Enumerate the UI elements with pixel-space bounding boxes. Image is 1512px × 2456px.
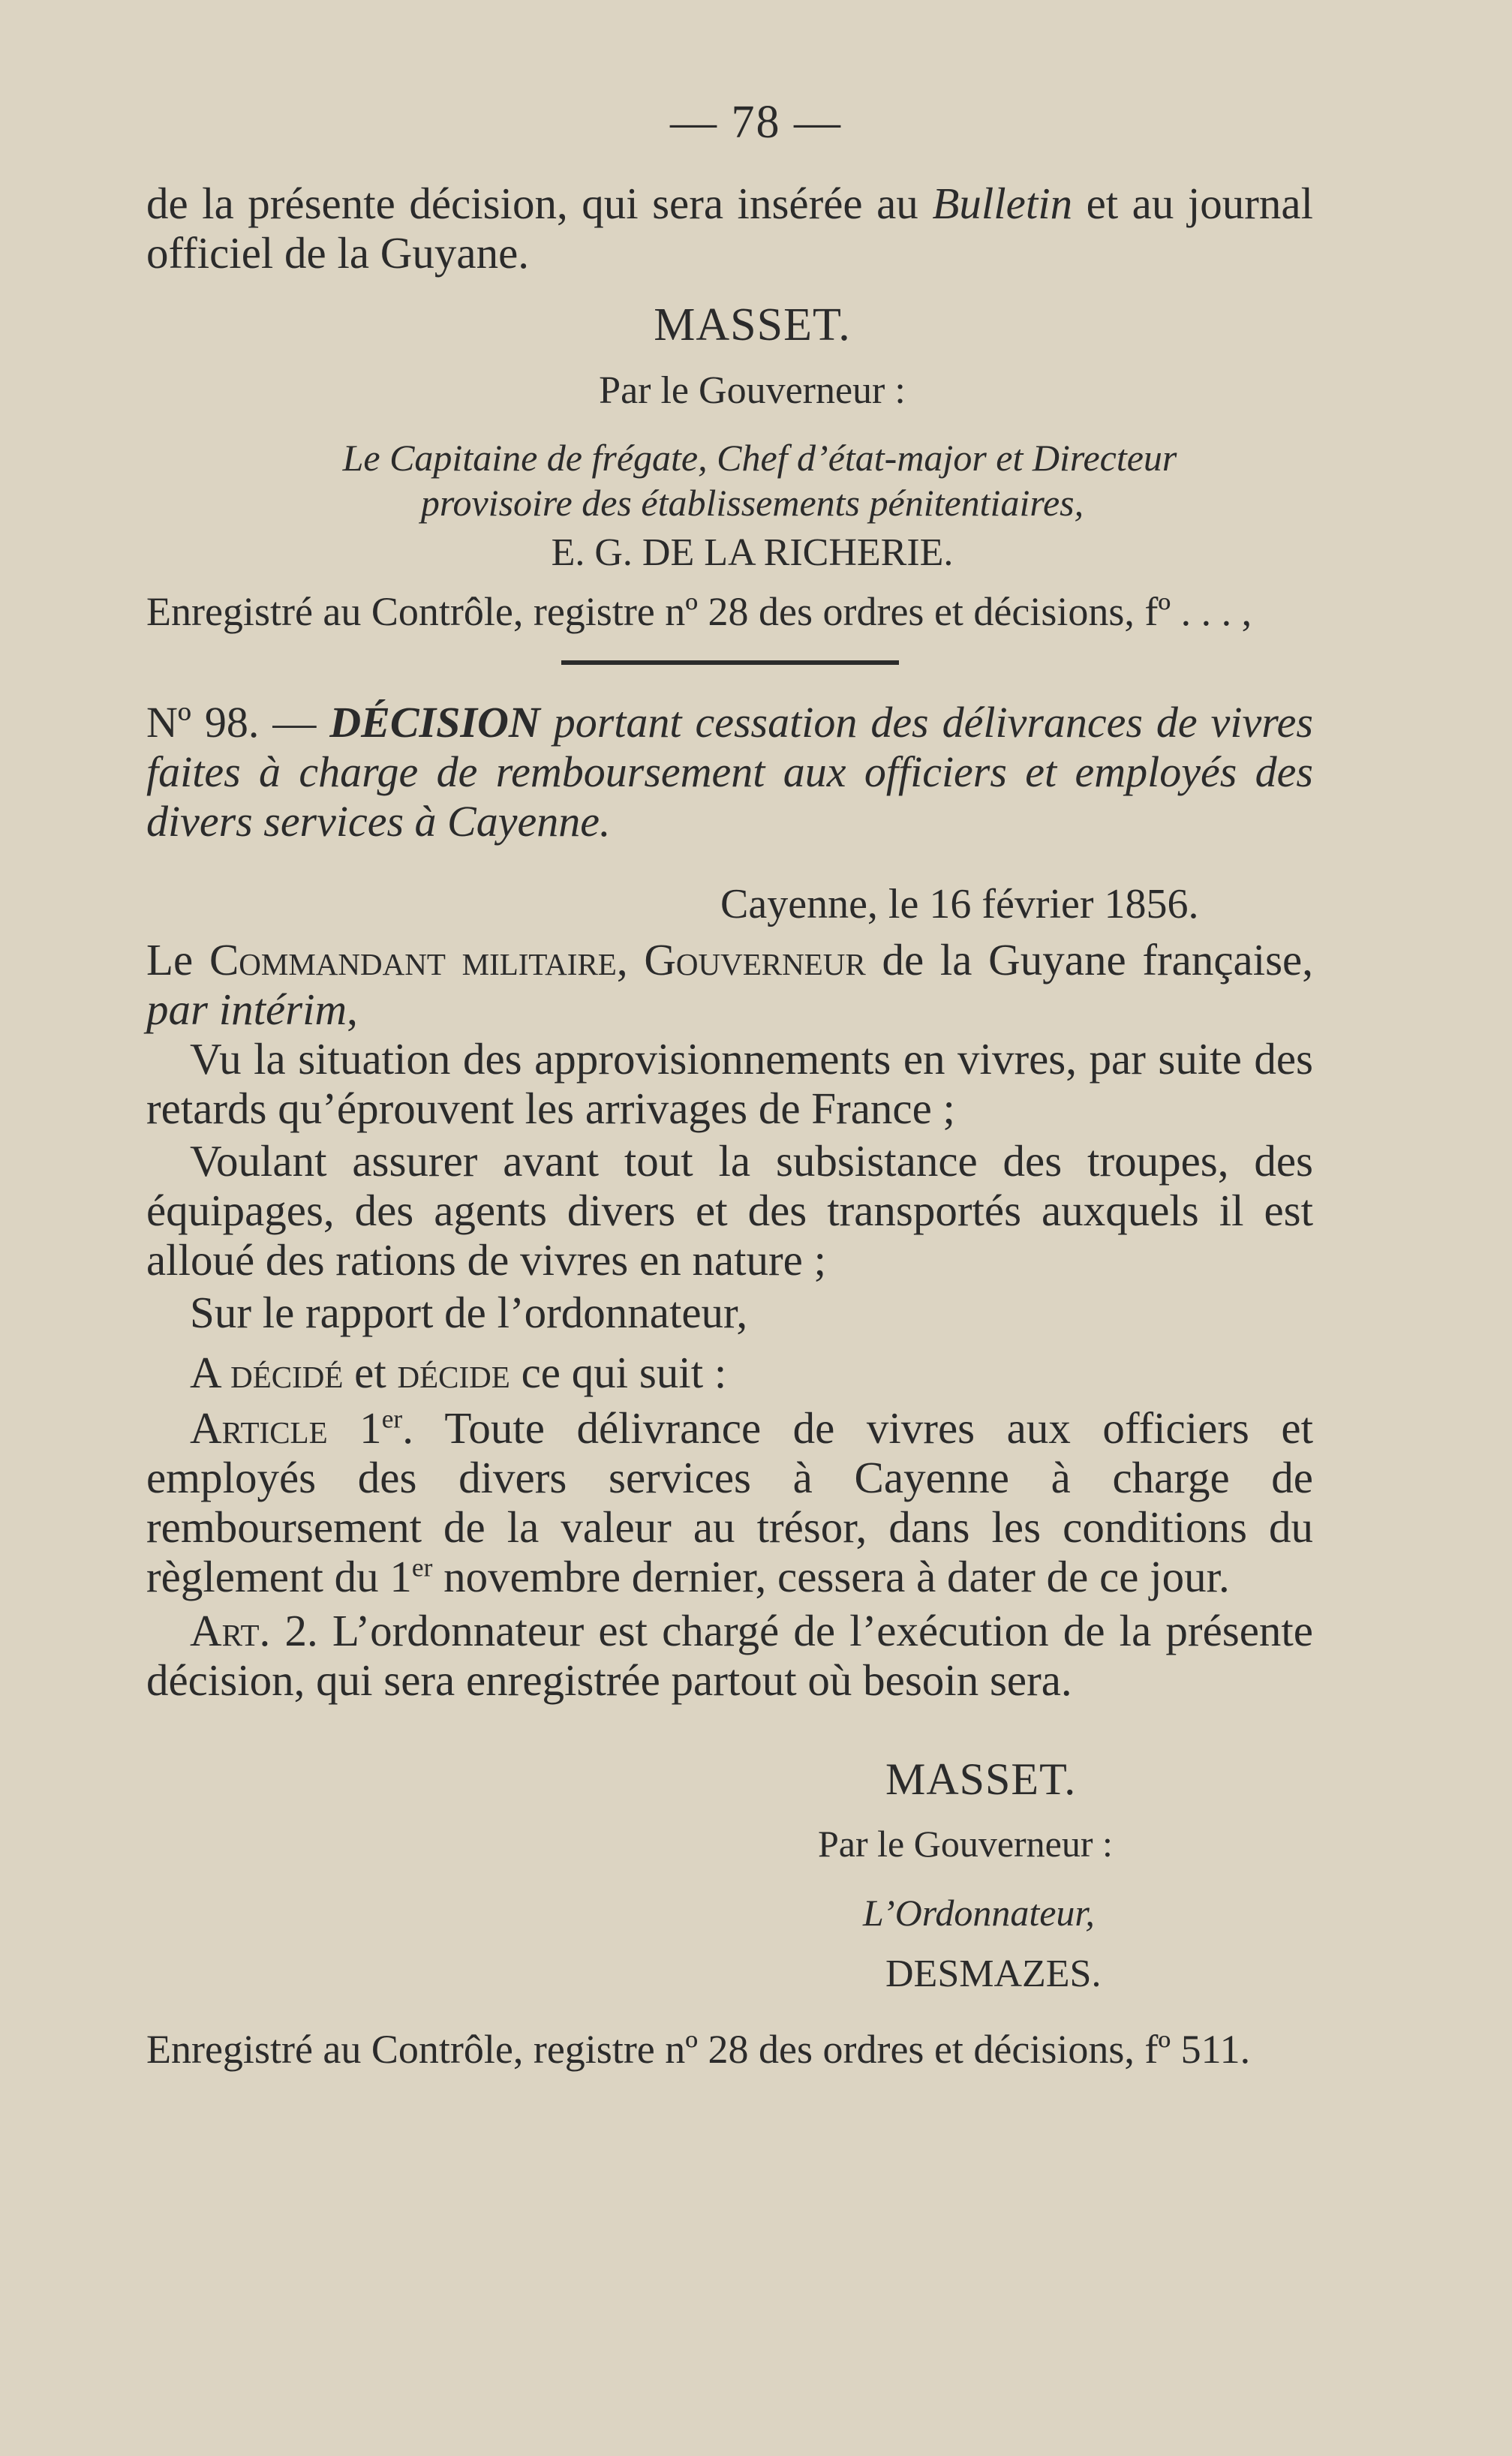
decision-heading bbox=[146, 698, 1313, 846]
registration-line-2: Enregistré au Contrôle, registre nº 28 des ordres et décisions, fº 511. bbox=[146, 2027, 1251, 2072]
signer-desmazes: DESMAZES. bbox=[885, 1952, 1102, 1995]
decide-line bbox=[146, 1348, 1313, 1397]
decision-number: Nº 98. — bbox=[146, 698, 330, 747]
preamble-militaire: militaire bbox=[445, 935, 617, 985]
decide-word-1: décidé bbox=[230, 1348, 344, 1397]
decide-a: A bbox=[190, 1348, 231, 1397]
article-1-sup: er bbox=[381, 1403, 403, 1434]
decision-title-word: DÉCISION bbox=[329, 698, 540, 747]
preamble-comma: , bbox=[616, 935, 645, 985]
signature-masset-1: MASSET. bbox=[654, 299, 851, 350]
intro-text-before: de la présente décision, qui sera insérée au bbox=[146, 179, 933, 228]
article-2 bbox=[146, 1606, 1313, 1705]
page-body bbox=[146, 179, 1313, 2074]
preamble bbox=[146, 935, 1313, 1034]
article-1-num: 1 bbox=[327, 1403, 382, 1453]
role-ordonnateur: L’Ordonnateur, bbox=[863, 1892, 1095, 1934]
preamble-interim: par intérim bbox=[146, 985, 347, 1034]
preamble-le: Le bbox=[146, 935, 209, 985]
considerant-vu: Vu la situation des approvisionnements en vivres, par suite des retards qu’éprouvent les arrivages de France ; bbox=[146, 1034, 1313, 1133]
intro-text-after: et au journal officiel de la Guyane. bbox=[146, 179, 1313, 278]
article-2-label: Art. bbox=[190, 1606, 271, 1655]
decision-title-rest: portant cessation des délivrances de vivres faites à charge de remboursement aux officiers et employés des divers services à Cayenne. bbox=[146, 698, 1313, 846]
decide-et: et bbox=[343, 1348, 398, 1397]
article-1-text-a: . Toute délivrance de vivres aux officiers et employés des divers services à Cayenne à charge de remboursement de la valeur au trésor, dans les conditions du règlement du 1 bbox=[146, 1403, 1313, 1601]
intro-paragraph bbox=[146, 179, 1313, 278]
role-line-1: Le Capitaine de frégate, Chef d’état-major et Directeur bbox=[342, 437, 1177, 479]
role-line-2: provisoire des établissements pénitentiaires, bbox=[420, 482, 1084, 524]
preamble-end: , bbox=[347, 985, 358, 1034]
bulletin-title: Bulletin bbox=[932, 179, 1073, 228]
section-divider bbox=[561, 660, 899, 665]
signature-masset-2: MASSET. bbox=[885, 1754, 1077, 1804]
by-governor-2: Par le Gouverneur : bbox=[818, 1823, 1113, 1865]
article-1 bbox=[146, 1403, 1313, 1601]
registration-line-1: Enregistré au Contrôle, registre nº 28 des ordres et décisions, fº . . . , bbox=[146, 589, 1252, 634]
page-number: — 78 — bbox=[670, 97, 842, 148]
preamble-rest: de la Guyane française, bbox=[865, 935, 1313, 985]
article-2-text: 2. L’ordonnateur est chargé de l’exécution de la présente décision, qui sera enregistrée partout où besoin sera. bbox=[146, 1606, 1313, 1705]
article-1-sup2: er bbox=[411, 1552, 433, 1583]
considerant-voulant: Voulant assurer avant tout la subsistance des troupes, des équipages, des agents divers et des transportés auxquels il est alloué des rations de vivres en nature ; bbox=[146, 1136, 1313, 1285]
preamble-commandant: Commandant bbox=[209, 935, 446, 985]
decide-word-2: décide bbox=[397, 1348, 510, 1397]
signer-richerie: E. G. DE LA RICHERIE. bbox=[551, 531, 954, 574]
decide-rest: ce qui suit : bbox=[510, 1348, 727, 1397]
article-1-text-b: novembre dernier, cessera à dater de ce jour. bbox=[432, 1552, 1230, 1601]
by-governor-1: Par le Gouverneur : bbox=[599, 369, 906, 412]
article-1-label: Article bbox=[190, 1403, 328, 1453]
preamble-gouverneur: Gouverneur bbox=[644, 935, 866, 985]
considerant-sur: Sur le rapport de l’ordonnateur, bbox=[190, 1288, 748, 1337]
place-and-date: Cayenne, le 16 février 1856. bbox=[720, 881, 1199, 927]
